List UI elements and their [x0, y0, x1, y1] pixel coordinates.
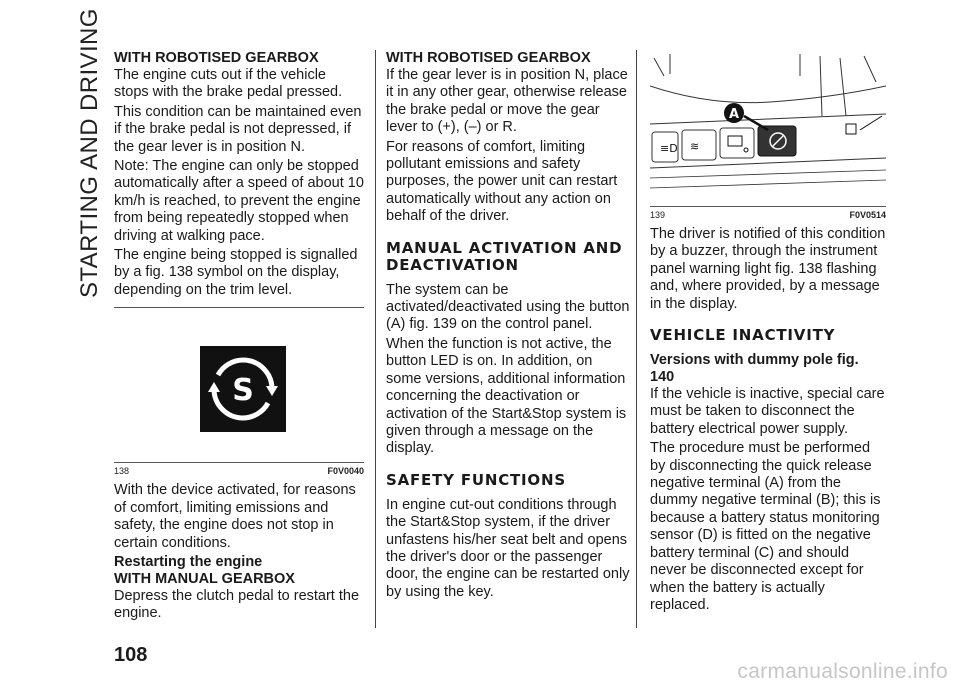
figure-number: 138: [114, 466, 130, 477]
figure-code: F0V0514: [849, 210, 886, 220]
heading-manual-gearbox: WITH MANUAL GEARBOX: [114, 570, 295, 587]
paragraph: With the device activated, for reasons of comfort, limiting emissions and safety, the engine does not stop in certain conditions.: [114, 482, 356, 551]
svg-text:≡D: ≡D: [660, 142, 678, 155]
paragraph: The engine being stopped is signalled by a fig. 138 symbol on the display, depending on the trim level.: [114, 247, 358, 298]
column-2: [386, 50, 630, 603]
note-paragraph: Note: The engine can only be stopped automatically after a speed of about 10 km/h is reached, to prevent the engine from being repeatedly stopped when driving at walking pace.: [114, 158, 364, 244]
paragraph: The engine cuts out if the vehicle stops with the brake pedal pressed.: [114, 67, 343, 101]
heading-robotised-gearbox: WITH ROBOTISED GEARBOX: [386, 50, 591, 66]
svg-text:≋: ≋: [690, 140, 700, 153]
heading-dummy-pole-versions: Versions with dummy pole fig. 140: [650, 352, 859, 386]
heading-robotised-gearbox: WITH ROBOTISED GEARBOX: [114, 50, 319, 66]
paragraph: The driver is notified of this condition by a buzzer, through the instrument panel warning light fig. 138 flashing and, where provided, by a message in the display.: [650, 226, 886, 312]
figure-bottom-rule: [650, 206, 886, 207]
paragraph: If the gear lever is in position N, place it in any other gear, otherwise release the brake pedal or move the gear lever to (+), (–) or R.: [386, 67, 628, 136]
callout-label-a: A: [728, 107, 740, 122]
figure-caption: [650, 210, 886, 220]
figure-number: 139: [650, 210, 666, 220]
side-title-text: STARTING AND DRIVING: [76, 8, 103, 298]
paragraph: If the vehicle is inactive, special care must be taken to disconnect the battery electrical power supply.: [650, 386, 885, 437]
paragraph: When the function is not active, the button LED is on. In addition, on some versions, additional information concerning the deactivation or activation of the Start&Stop system is given through a message on the display.: [386, 335, 627, 457]
watermark: carmanualsonline.info: [737, 660, 948, 683]
section-heading-vehicle-inactivity: VEHICLE INACTIVITY: [650, 326, 836, 345]
column-1: [114, 50, 364, 625]
start-stop-warning-icon: [200, 346, 286, 432]
paragraph: Depress the clutch pedal to restart the engine.: [114, 587, 360, 622]
paragraph: The procedure must be performed by disconnecting the quick release negative terminal (A) from the dummy negative terminal (B); this is because a battery status monitoring sensor (D) is fitted on the negative battery terminal (C) and should never be disconnected except for when the battery is actually replaced.: [650, 440, 881, 613]
column-divider: [636, 50, 637, 628]
paragraph: In engine cut-out conditions through the Start&Stop system, if the driver unfastens his/her seat belt and opens the driver's door or the passenger door, the engine can be restarted only by using the key.: [386, 496, 630, 600]
start-stop-button-panel: [650, 46, 886, 206]
figure-code: F0V0040: [327, 466, 364, 477]
page-number: 108: [114, 644, 148, 666]
section-heading-manual-activation: MANUAL ACTIVATION AND DEACTIVATION: [386, 238, 623, 274]
figure-138: [114, 308, 364, 462]
heading-restarting-engine: Restarting the engine: [114, 553, 263, 570]
paragraph: For reasons of comfort, limiting pollutant emissions and safety purposes, the power unit can restart automatically without any action on behalf of the driver.: [386, 138, 618, 225]
figure-caption: [114, 466, 364, 476]
column-divider: [375, 50, 376, 628]
paragraph: This condition can be maintained even if the brake pedal is not depressed, if the gear lever is in position N.: [114, 103, 362, 155]
paragraph: The system can be activated/deactivated using the button (A) fig. 139 on the control panel.: [386, 281, 630, 333]
section-heading-safety-functions: SAFETY FUNCTIONS: [386, 470, 566, 489]
figure-139: [650, 46, 886, 206]
figure-bottom-rule: [114, 462, 364, 463]
svg-text:S: S: [232, 373, 254, 409]
column-3: [650, 50, 886, 616]
